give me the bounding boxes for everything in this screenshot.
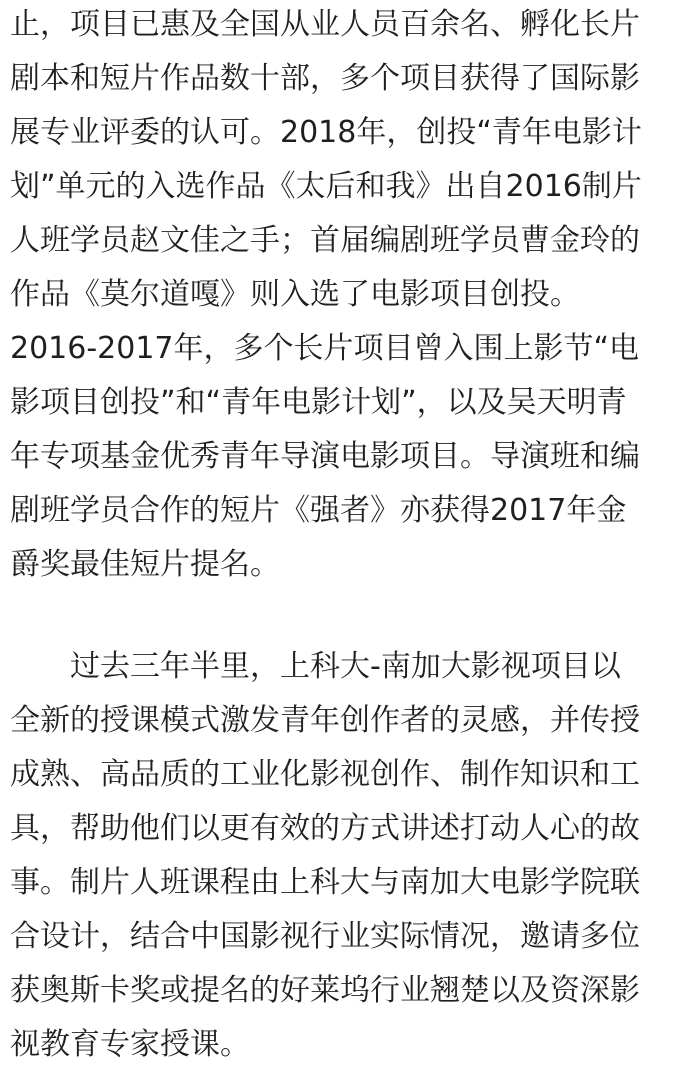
paragraph-1 bbox=[10, 0, 669, 592]
paragraph-spacer bbox=[10, 592, 669, 640]
text-line: 过去三年半里，上科大-南加大影视项目以 bbox=[70, 649, 621, 684]
text-line: 爵奖最佳短片提名。 bbox=[10, 547, 280, 582]
text-line: 作品《莫尔道嘎》则入选了电影项目创投。 bbox=[10, 277, 580, 312]
text-line: 成熟、高品质的工业化影视创作、制作知识和工 bbox=[10, 757, 640, 792]
text-line: 止，项目已惠及全国从业人员百余名、孵化长片 bbox=[10, 7, 640, 42]
text-line: 影项目创投”和“青年电影计划”，以及吴天明青 bbox=[10, 385, 627, 420]
text-line: 合设计，结合中国影视行业实际情况，邀请多位 bbox=[10, 919, 640, 954]
text-line: 剧本和短片作品数十部，多个项目获得了国际影 bbox=[10, 61, 640, 96]
text-line: 事。制片人班课程由上科大与南加大电影学院联 bbox=[10, 865, 640, 900]
text-line: 获奥斯卡奖或提名的好莱坞行业翘楚以及资深影 bbox=[10, 973, 640, 1008]
text-line: 2016-2017年，多个长片项目曾入围上影节“电 bbox=[10, 331, 640, 366]
text-line: 展专业评委的认可。2018年，创投“青年电影计 bbox=[10, 115, 642, 150]
text-line: 全新的授课模式激发青年创作者的灵感，并传授 bbox=[10, 703, 640, 738]
paragraph-2 bbox=[10, 640, 669, 1072]
text-line: 人班学员赵文佳之手；首届编剧班学员曹金玲的 bbox=[10, 223, 640, 258]
text-line: 具，帮助他们以更有效的方式讲述打动人心的故 bbox=[10, 811, 640, 846]
text-line: 年专项基金优秀青年导演电影项目。导演班和编 bbox=[10, 439, 640, 474]
text-line: 视教育专家授课。 bbox=[10, 1027, 250, 1062]
text-line: 剧班学员合作的短片《强者》亦获得2017年金 bbox=[10, 493, 627, 528]
text-line: 划”单元的入选作品《太后和我》出自2016制片 bbox=[10, 169, 642, 204]
